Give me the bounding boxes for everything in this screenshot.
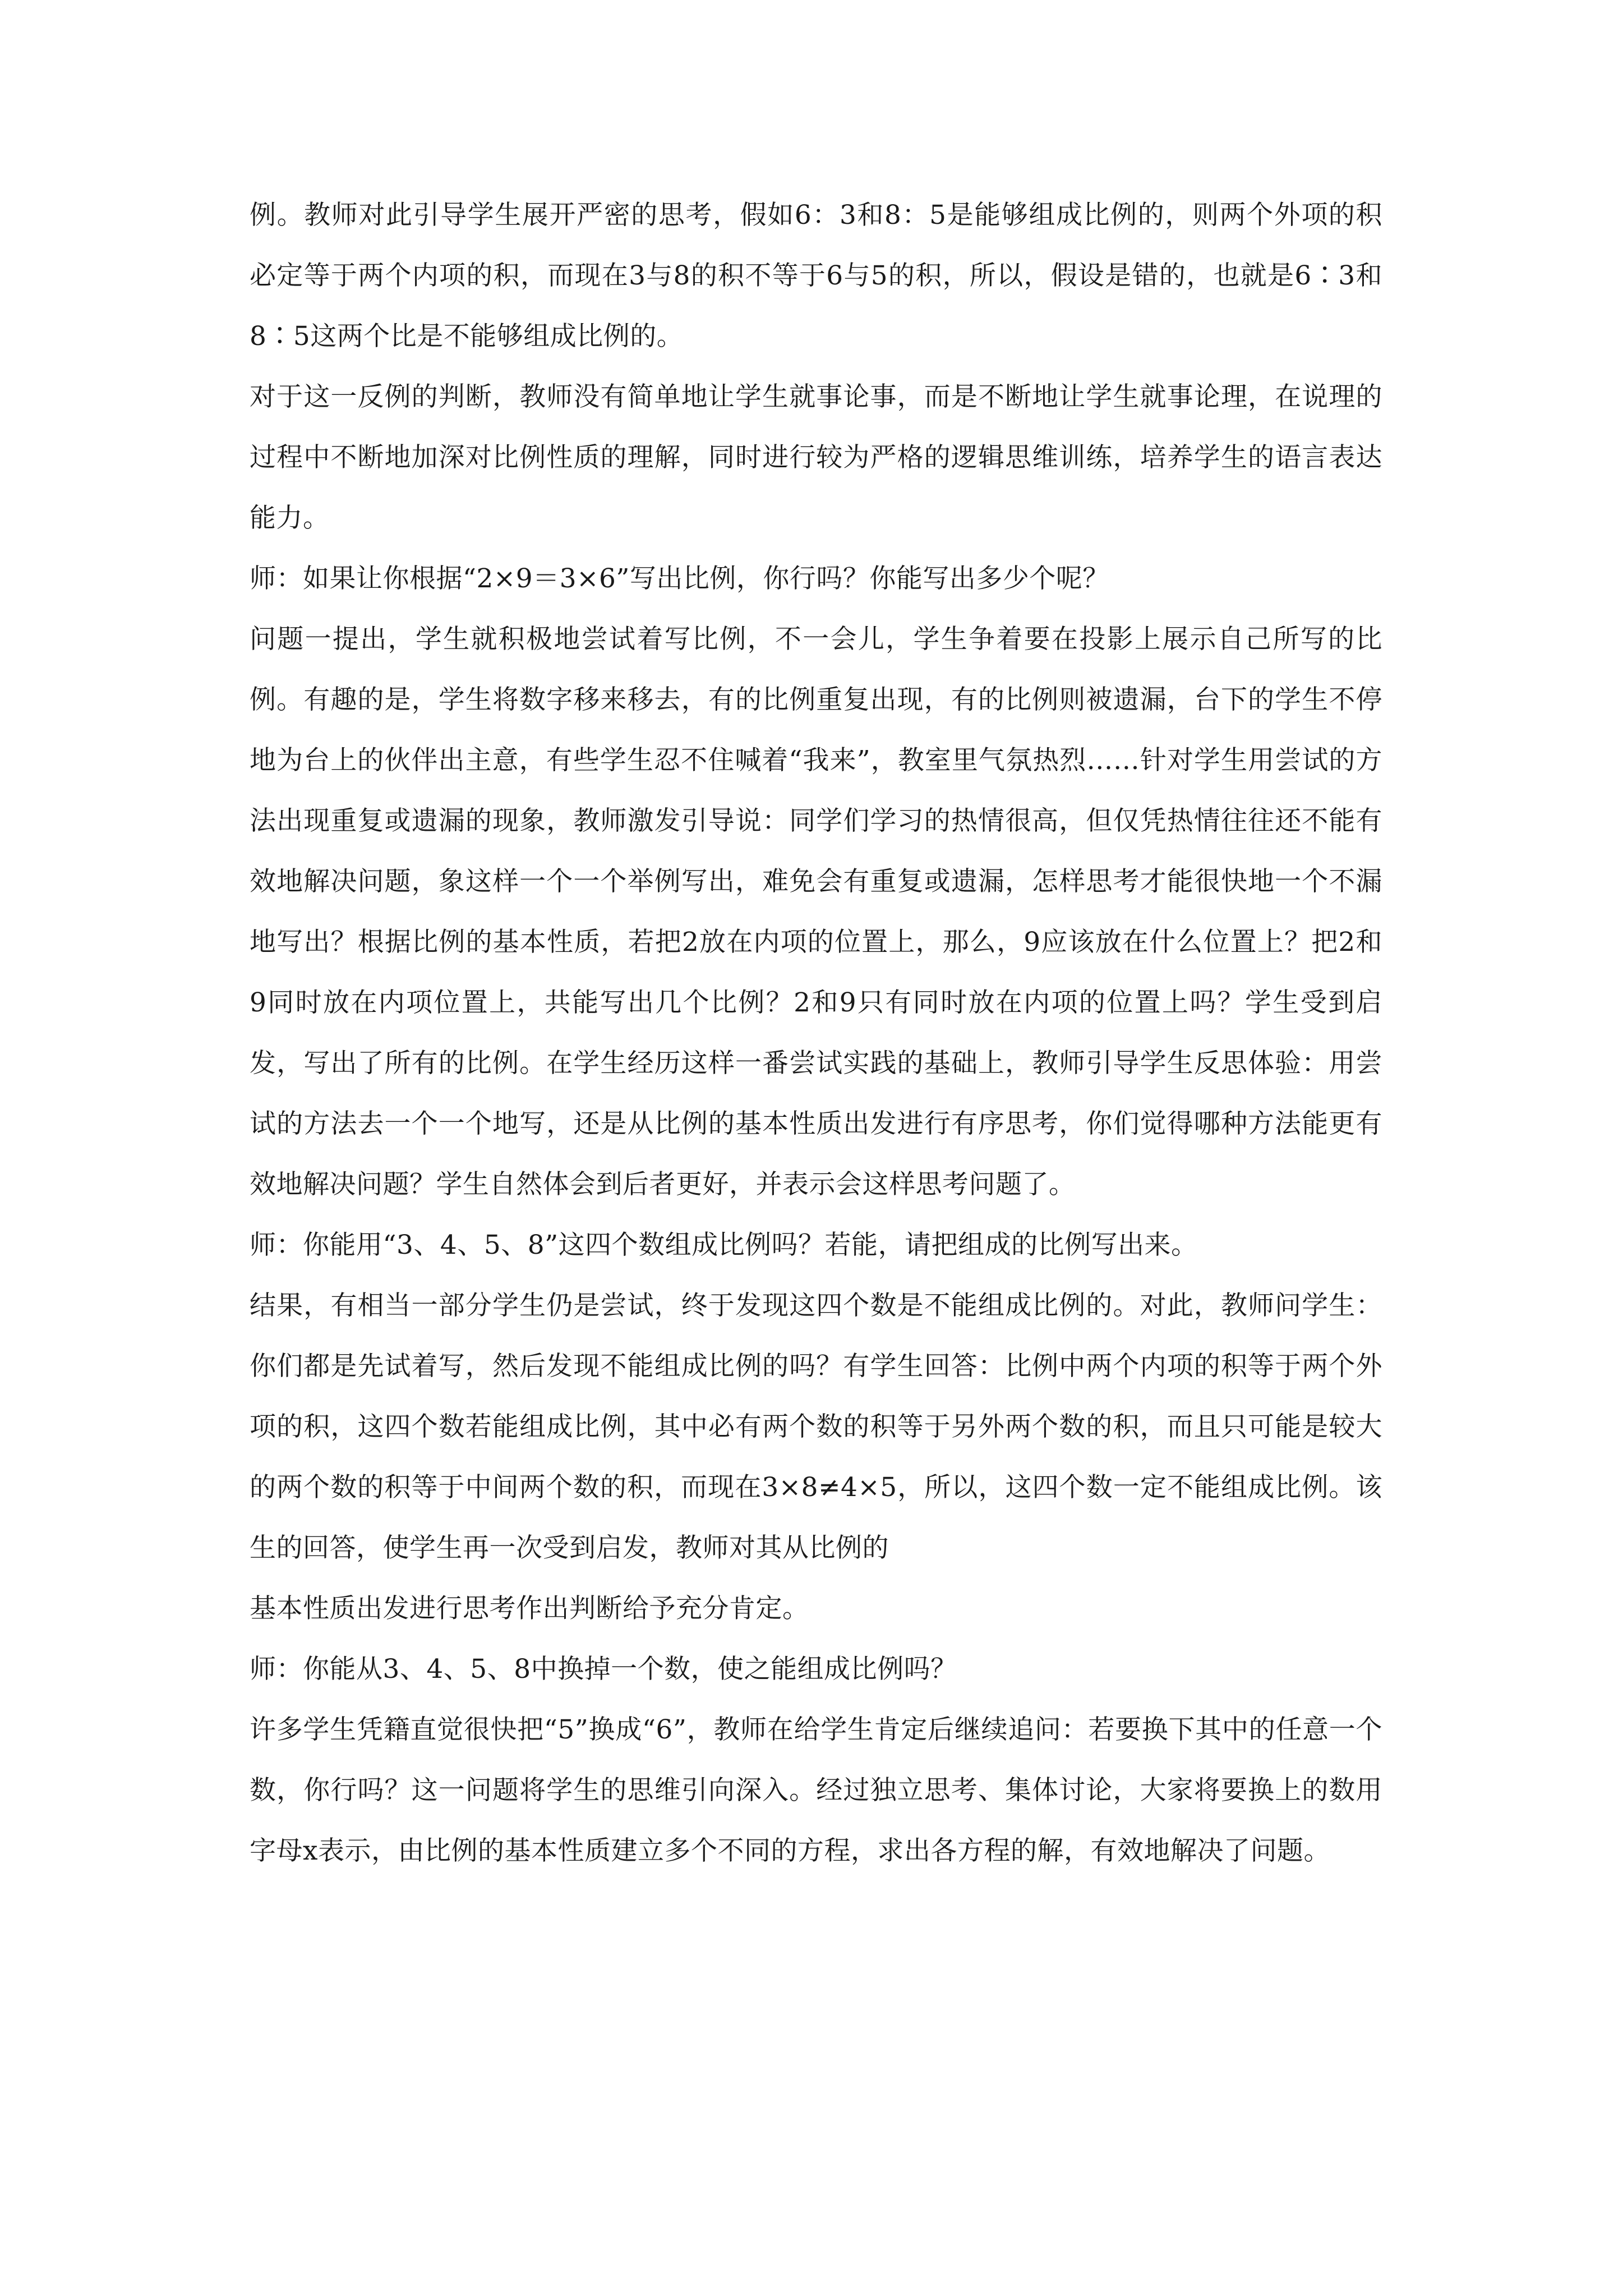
paragraph-6: 结果，有相当一部分学生仍是尝试，终于发现这四个数是不能组成比例的。对此，教师问学生：你们都是先试着写，然后发现不能组成比例的吗？有学生回答：比例中两个内项的积等于两个外项的积，这四个数若能组成比例，其中必有两个数的积等于另外两个数的积，而且只可能是较大的两个数的积等于中间两个数的积，而现在3×8≠4×5，所以，这四个数一定不能组成比例。该生的回答，使学生再一次受到启发，教师对其从比例的 — [250, 1290, 1382, 1563]
document-body — [250, 185, 1382, 1881]
paragraph-4: 问题一提出，学生就积极地尝试着写比例，不一会儿，学生争着要在投影上展示自己所写的比例。有趣的是，学生将数字移来移去，有的比例重复出现，有的比例则被遗漏，台下的学生不停地为台上的伙伴出主意，有些学生忍不住喊着“我来”，教室里气氛热烈……针对学生用尝试的方法出现重复或遗漏的现象，教师激发引导说：同学们学习的热情很高，但仅凭热情往往还不能有效地解决问题，象这样一个一个举例写出，难免会有重复或遗漏，怎样思考才能很快地一个不漏地写出？根据比例的基本性质，若把2放在内项的位置上，那么，9应该放在什么位置上？把2和9同时放在内项位置上，共能写出几个比例？2和9只有同时放在内项的位置上吗？学生受到启发，写出了所有的比例。在学生经历这样一番尝试实践的基础上，教师引导学生反思体验：用尝试的方法去一个一个地写，还是从比例的基本性质出发进行有序思考，你们觉得哪种方法能更有效地解决问题？学生自然体会到后者更好，并表示会这样思考问题了。 — [250, 624, 1382, 1200]
paragraph-9: 许多学生凭籍直觉很快把“5”换成“6”，教师在给学生肯定后继续追问：若要换下其中的任意一个数，你行吗？这一问题将学生的思维引向深入。经过独立思考、集体讨论，大家将要换上的数用字母x表示，由比例的基本性质建立多个不同的方程，求出各方程的解，有效地解决了问题。 — [250, 1714, 1382, 1866]
paragraph-1: 例。教师对此引导学生展开严密的思考，假如6：3和8：5是能够组成比例的，则两个外项的积必定等于两个内项的积，而现在3与8的积不等于6与5的积，所以，假设是错的，也就是6∶3和8∶5这两个比是不能够组成比例的。 — [250, 200, 1382, 352]
paragraph-3: 师：如果让你根据“2×9＝3×6”写出比例，你行吗？你能写出多少个呢？ — [250, 563, 1109, 594]
paragraph-2: 对于这一反例的判断，教师没有简单地让学生就事论事，而是不断地让学生就事论理，在说理的过程中不断地加深对比例性质的理解，同时进行较为严格的逻辑思维训练，培养学生的语言表达能力。 — [250, 381, 1382, 533]
paragraph-7: 基本性质出发进行思考作出判断给予充分肯定。 — [250, 1593, 809, 1624]
paragraph-5: 师：你能用“3、4、5、8”这四个数组成比例吗？若能，请把组成的比例写出来。 — [250, 1230, 1198, 1260]
paragraph-8: 师：你能从3、4、5、8中换掉一个数，使之能组成比例吗？ — [250, 1654, 957, 1685]
